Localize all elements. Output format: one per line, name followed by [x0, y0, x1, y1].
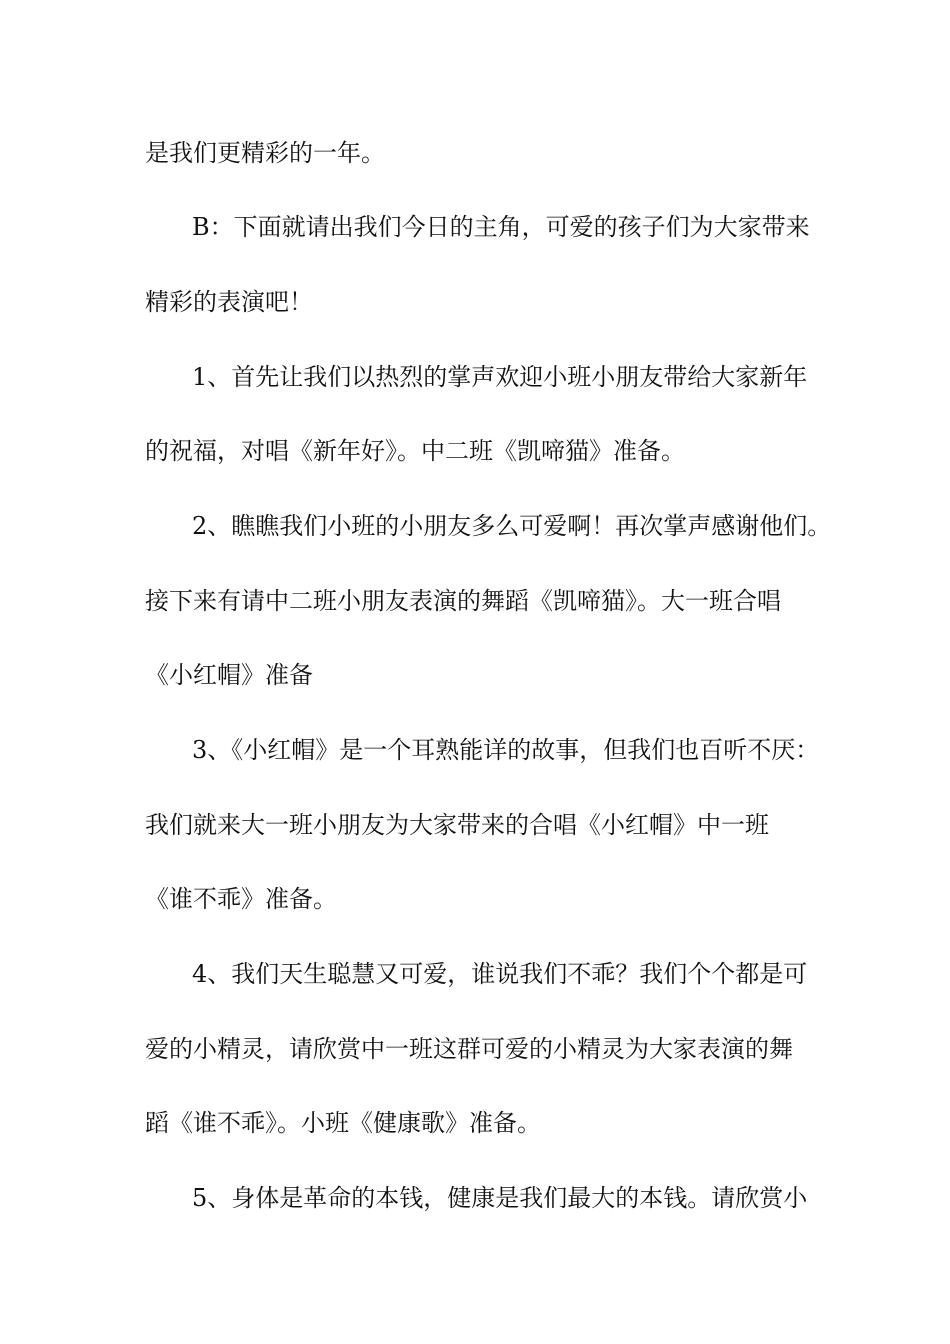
text-line-12: 4、我们天生聪慧又可爱，谁说我们不乖？我们个个都是可 — [192, 960, 808, 988]
text-line-5: 的祝福，对唱《新年好》。中二班《凯啼猫》准备。 — [145, 437, 685, 465]
text-line-8: 《小红帽》准备 — [145, 661, 313, 689]
text-line-14: 蹈《谁不乖》。小班《健康歌》准备。 — [145, 1109, 541, 1137]
text-line-1: 是我们更精彩的一年。 — [145, 139, 385, 167]
text-line-3: 精彩的表演吧！ — [145, 288, 313, 316]
text-line-7: 接下来有请中二班小朋友表演的舞蹈《凯啼猫》。大一班合唱 — [145, 587, 781, 615]
text-line-4: 1、首先让我们以热烈的掌声欢迎小班小朋友带给大家新年 — [192, 363, 808, 391]
text-line-6: 2、瞧瞧我们小班的小朋友多么可爱啊！再次掌声感谢他们。 — [192, 512, 832, 540]
text-line-2: B：下面就请出我们今日的主角，可爱的孩子们为大家带来 — [192, 213, 810, 241]
text-line-11: 《谁不乖》准备。 — [145, 885, 337, 913]
text-line-9: 3、《小红帽》是一个耳熟能详的故事，但我们也百听不厌： — [192, 736, 820, 764]
text-line-15: 5、身体是革命的本钱，健康是我们最大的本钱。请欣赏小 — [192, 1184, 808, 1212]
text-line-10: 我们就来大一班小朋友为大家带来的合唱《小红帽》中一班 — [145, 811, 769, 839]
text-line-13: 爱的小精灵，请欣赏中一班这群可爱的小精灵为大家表演的舞 — [145, 1035, 793, 1063]
